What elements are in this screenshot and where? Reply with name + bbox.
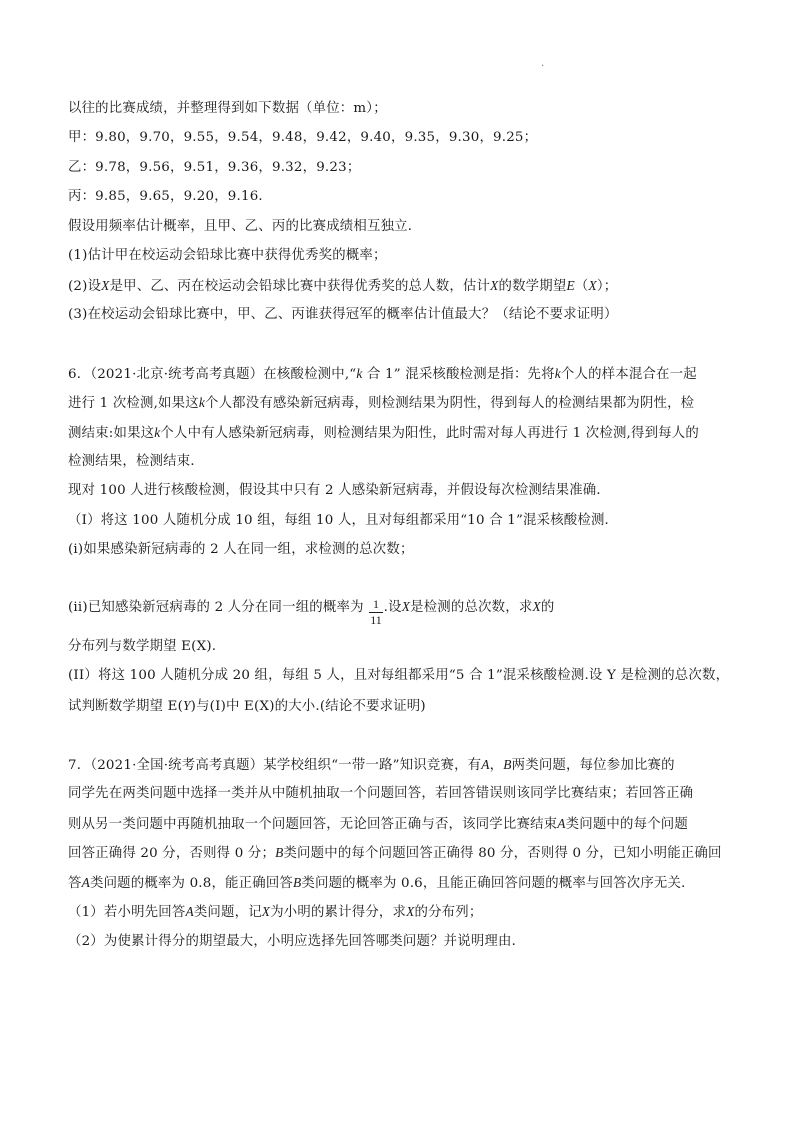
q5-data-bing: 丙：9.85，9.65，9.20，9.16． — [68, 189, 273, 204]
q5-intro: 以往的比赛成绩，并整理得到如下数据（单位：m）； — [68, 101, 387, 116]
q6-part-i: (i)如果感染新冠病毒的 2 人在同一组，求检测的总次数； — [68, 542, 414, 557]
q6-line-2: 进行 1 次检测,如果这k个人都没有感染新冠病毒，则检测结果为阴性，得到每人的检测结果都为阴性，检 — [68, 395, 695, 411]
q7-line-4: 回答正确得 20 分，否则得 0 分；B类问题中的每个问题回答正确得 80 分，否则得 0 分，已知小明能正确回 — [68, 845, 722, 861]
q6-part-II: (II）将这 100 人随机分成 20 组，每组 5 人，且对每组都采用“5 合 1”混采核酸检测.设 Y 是检测的总次数， — [68, 668, 730, 683]
fraction-denominator: 11 — [370, 613, 382, 627]
q5-part-2: (2)设X是甲、乙、丙在校运动会铅球比赛中获得优秀奖的总人数，估计X的数学期望E（X）； — [68, 278, 618, 294]
q6-part-ii: (ii)已知感染新冠病毒的 2 人分在同一组的概率为 .设X是检测的总次数，求X的 — [68, 599, 555, 615]
stray-dot: . — [541, 58, 545, 69]
q6-part-II-cont: 试判断数学期望 E(Y)与(I)中 E(X)的大小.(结论不要求证明) — [68, 698, 426, 714]
q7-line-5: 答A类问题的概率为 0.8，能正确回答B类问题的概率为 0.6，且能正确回答问题的概率与回答次序无关． — [68, 875, 695, 891]
q5-data-jia: 甲：9.80，9.70，9.55，9.54，9.48，9.42，9.40，9.35，9.30，9.25； — [68, 130, 538, 145]
q6-part-I: （I）将这 100 人随机分成 10 组，每组 10 人，且对每组都采用“10 合 1”混采核酸检测． — [68, 513, 619, 528]
q6-line-3: 测结束:如果这k个人中有人感染新冠病毒，则检测结果为阳性，此时需对每人再进行 1 次检测,得到每人的 — [68, 425, 699, 441]
q7-line-3: 则从另一类问题中再随机抽取一个问题回答，无论回答正确与否，该同学比赛结束A类问题中的每个问题 — [68, 816, 688, 832]
q6-part-ii-cont: 分布列与数学期望 E(X). — [68, 639, 217, 654]
q5-part-3: (3)在校运动会铅球比赛中，甲、乙、丙谁获得冠军的概率估计值最大？（结论不要求证明） — [68, 307, 618, 322]
q7-part-1: （1）若小明先回答A类问题，记X为小明的累计得分，求X的分布列； — [68, 904, 483, 920]
q5-data-yi: 乙：9.78，9.56，9.51，9.36，9.32，9.23； — [68, 160, 361, 175]
q6-line-5: 现对 100 人进行核酸检测，假设其中只有 2 人感染新冠病毒，并假设每次检测结果准确． — [68, 483, 610, 498]
q6-line-4: 检测结果，检测结束． — [68, 454, 204, 469]
q6-line-1: 6．（2021·北京·统考高考真题）在核酸检测中,“k 合 1” 混采核酸检测是指：先将k个人的样本混合在一起 — [68, 366, 697, 382]
q7-part-2: （2）为使累计得分的期望最大，小明应选择先回答哪类问题？并说明理由． — [68, 934, 526, 949]
q7-line-1: 7．（2021·全国·统考高考真题）某学校组织“一带一路”知识竞赛，有A，B两类问题，每位参加比赛的 — [68, 757, 675, 773]
q5-assumption: 假设用频率估计概率，且甲、乙、丙的比赛成绩相互独立． — [68, 219, 422, 234]
q5-part-1: (1)估计甲在校运动会铅球比赛中获得优秀奖的概率； — [68, 248, 387, 263]
fraction-one-eleventh — [369, 598, 383, 627]
fraction-numerator: 1 — [373, 597, 379, 611]
q7-line-2: 同学先在两类问题中选择一类并从中随机抽取一个问题回答，若回答错误则该同学比赛结束；若回答正确 — [68, 786, 694, 801]
